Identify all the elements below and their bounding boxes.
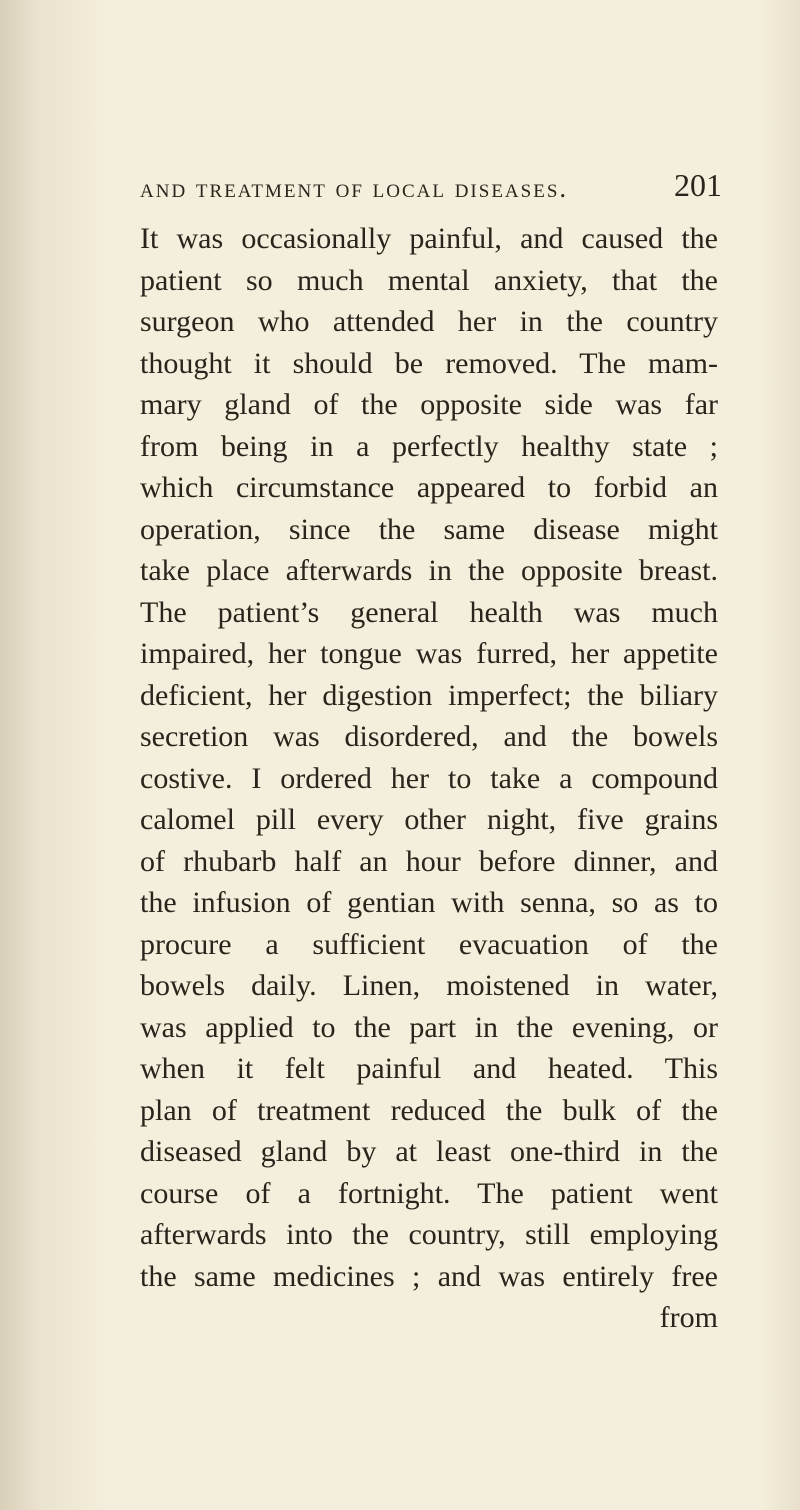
- text-line: surgeon who attended her in the country: [140, 305, 718, 338]
- page-number: 201: [674, 167, 722, 203]
- text-line: bowels daily. Linen, moistened in water,: [140, 969, 718, 1002]
- text-line: costive. I ordered her to take a compound: [140, 761, 718, 795]
- text-line: deficient, her digestion imperfect; the biliary: [140, 678, 718, 712]
- text-line: impaired, her tongue was furred, her appetite: [140, 637, 718, 670]
- text-line: when it felt painful and heated. This: [140, 1052, 718, 1085]
- text-line: was applied to the part in the evening, or: [140, 1010, 718, 1044]
- text-line: operation, since the same disease might: [140, 512, 718, 546]
- text-line: thought it should be removed. The mam-: [140, 346, 718, 380]
- catchword: from: [659, 1301, 718, 1334]
- text-line: It was occasionally painful, and caused the: [140, 222, 718, 255]
- text-line: mary gland of the opposite side was far: [140, 388, 718, 421]
- body-text: [140, 218, 718, 1339]
- text-line: the same medicines ; and was entirely free: [140, 1259, 718, 1293]
- text-line: plan of treatment reduced the bulk of the: [140, 1093, 718, 1127]
- text-line: take place afterwards in the opposite breast.: [140, 554, 718, 587]
- text-line: patient so much mental anxiety, that the: [140, 263, 718, 297]
- text-line: of rhubarb half an hour before dinner, and: [140, 844, 718, 878]
- text-line: course of a fortnight. The patient went: [140, 1176, 718, 1210]
- text-line: from being in a perfectly healthy state ;: [140, 429, 718, 463]
- running-title: and treatment of local diseases.: [140, 173, 569, 203]
- text-line: which circumstance appeared to forbid an: [140, 471, 718, 504]
- page-header: [140, 167, 720, 207]
- text-line: afterwards into the country, still employing: [140, 1218, 718, 1251]
- text-line: the infusion of gentian with senna, so as to: [140, 886, 718, 919]
- text-line: secretion was disordered, and the bowels: [140, 720, 718, 753]
- text-line: diseased gland by at least one-third in the: [140, 1135, 718, 1168]
- text-line: calomel pill every other night, five grains: [140, 803, 718, 836]
- text-line: procure a sufficient evacuation of the: [140, 927, 718, 961]
- text-line: The patient’s general health was much: [140, 595, 718, 629]
